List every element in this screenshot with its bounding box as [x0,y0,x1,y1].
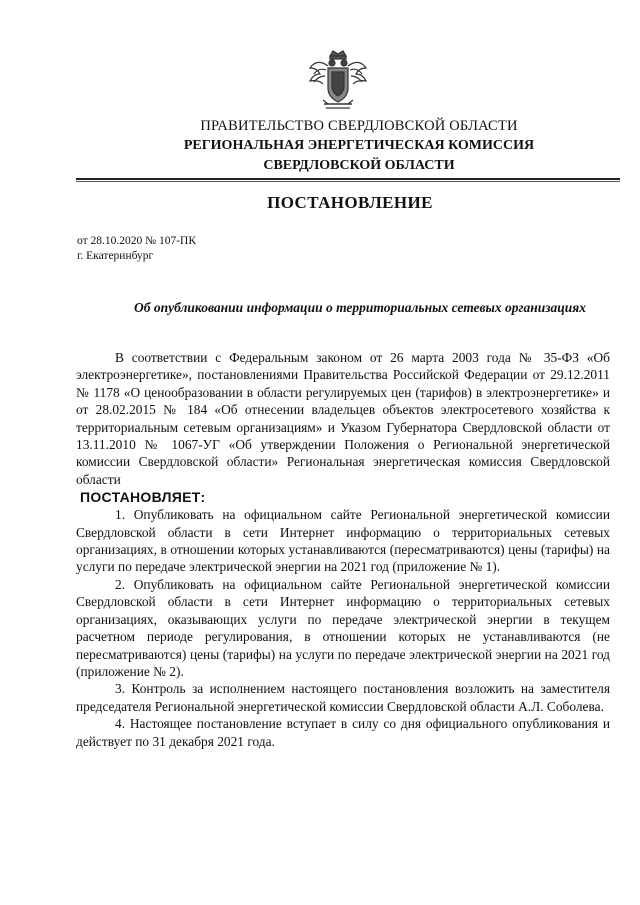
header-rule-thin [76,181,620,182]
document-body [76,349,610,750]
document-date-number: от 28.10.2020 № 107-ПК [77,235,197,247]
decree-item: 3. Контроль за исполнением настоящего постановления возложить на заместителя председателя Региональной энергетической комиссии Свердловской области А.Л. Соболева. [76,681,610,714]
decree-item: 1. Опубликовать на официальном сайте Региональной энергетической комиссии Свердловской области в сети Интернет информацию о территориальных сетевых организациях, в отношении которых устанавливаются (пересматриваются) цены (тарифы) на услуги по передаче электрической энергии на 2021 год (приложение № 1). [76,507,610,575]
coat-of-arms-icon [306,48,370,114]
org-line-region: СВЕРДЛОВСКОЙ ОБЛАСТИ [263,158,455,173]
decree-word: ПОСТАНОВЛЯЕТ: [80,489,206,506]
decree-item: 4. Настоящее постановление вступает в силу со дня официального опубликования и действует по 31 декабря 2021 года. [76,716,610,749]
header-rule [76,178,620,180]
document-title: ПОСТАНОВЛЕНИЕ [267,193,433,212]
document-city: г. Екатеринбург [77,250,154,262]
org-line-government: ПРАВИТЕЛЬСТВО СВЕРДЛОВСКОЙ ОБЛАСТИ [200,118,518,134]
decree-item: 2. Опубликовать на официальном сайте Региональной энергетической комиссии Свердловской области в сети Интернет информацию о территориальных сетевых организациях, оказывающих услуги по передаче электрической энергии в текущем расчетном периоде регулирования, в отношении которых не устанавливаются (не пересматриваются) цены (тарифы) на услуги по передаче электрической энергии на 2021 год (приложение № 2). [76,576,610,679]
document-subject: Об опубликовании информации о территориальных сетевых организациях [133,300,587,315]
document-header [60,116,620,176]
document-meta [77,234,196,264]
org-line-commission: РЕГИОНАЛЬНАЯ ЭНЕРГЕТИЧЕСКАЯ КОМИССИЯ [183,138,535,153]
preamble-paragraph: В соответствии с Федеральным законом от 26 марта 2003 года № 35-ФЗ «Об электроэнергетике», постановлениями Правительства Российской Федерации от 29.12.2011 № 1178 «О ценообразовании в области регулируемых цен (тарифов) в электроэнергетике» и от 28.02.2015 № 184 «Об отнесении владельцев объектов электросетевого хозяйства к территориальным сетевым организациям» и Указом Губернатора Свердловской области от 13.11.2010 № 1067-УГ «Об утверждении Положения о Региональной энергетической комиссии Свердловской области» Региональная энергетическая комиссия Свердловской области [76,350,610,487]
